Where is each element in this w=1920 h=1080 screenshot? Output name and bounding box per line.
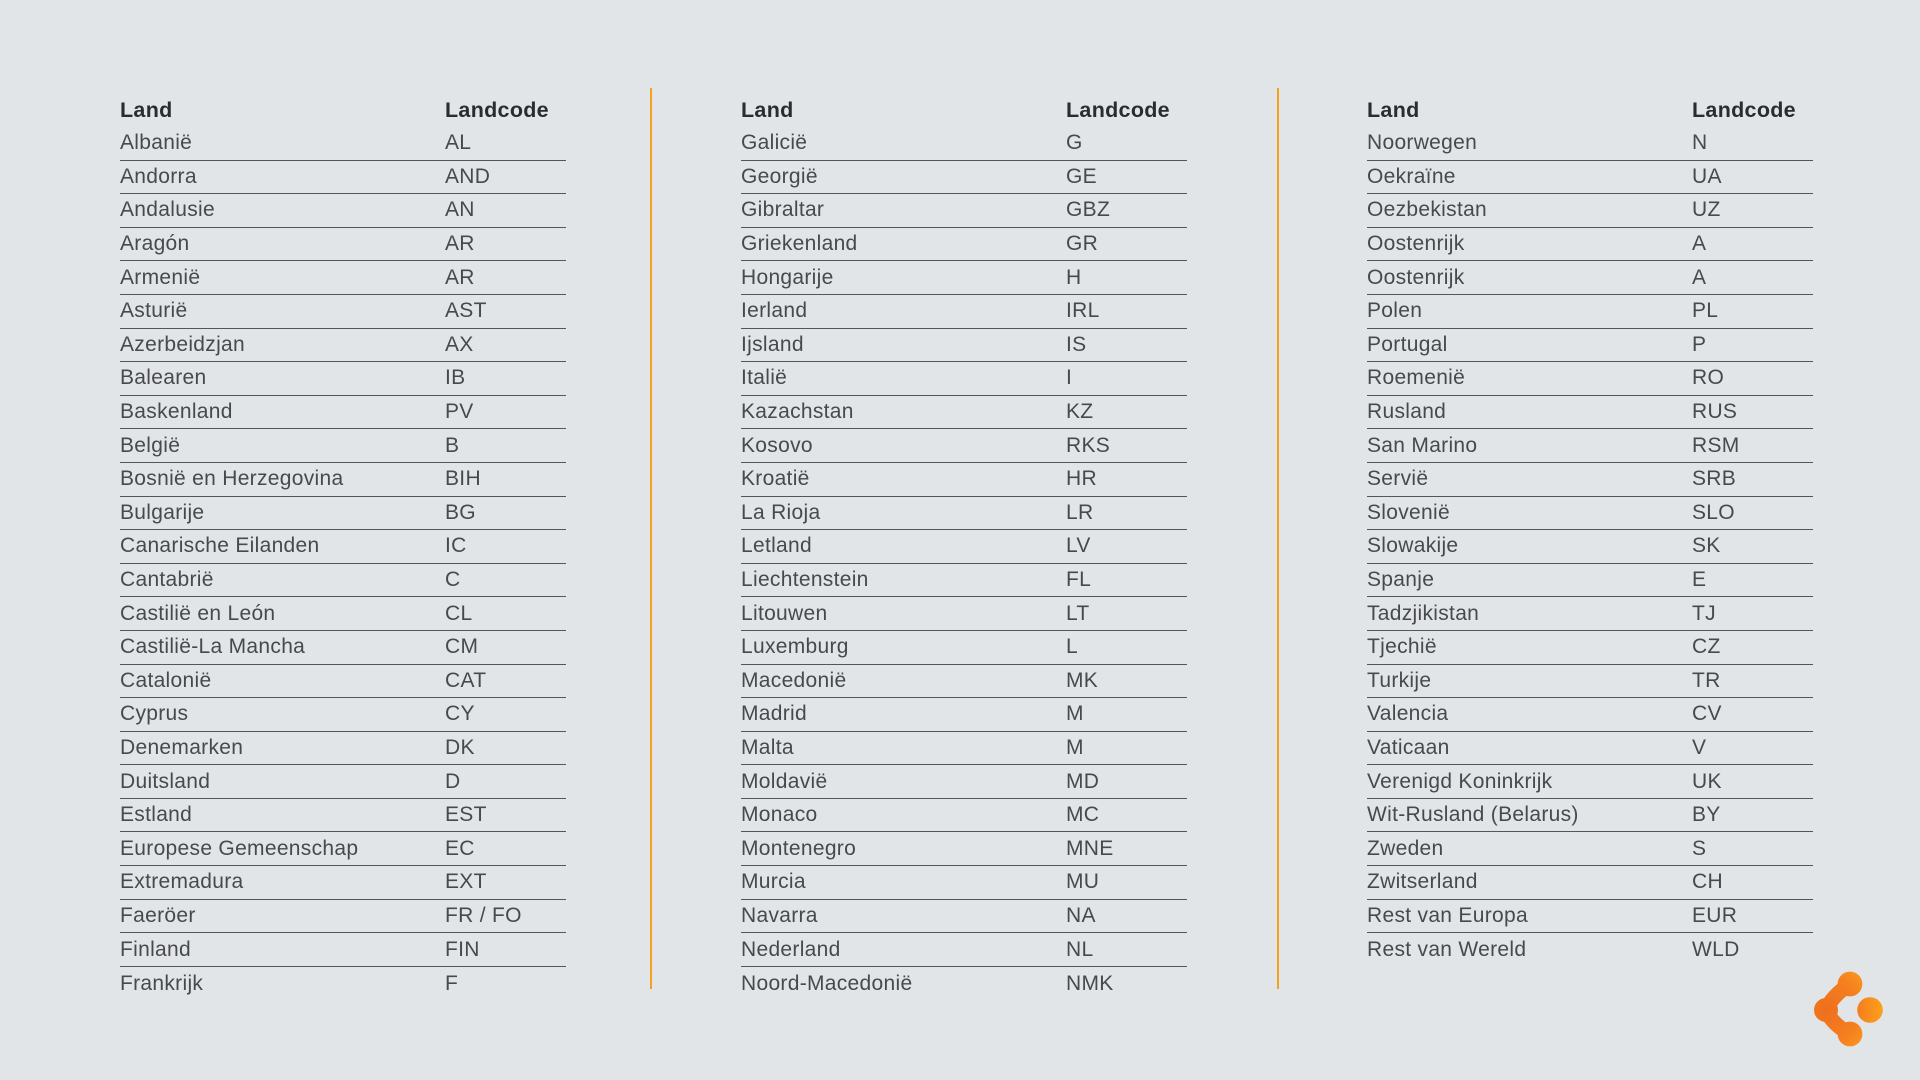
landcode-cell: IB	[445, 366, 466, 390]
table-row	[1367, 261, 1813, 295]
land-cell: Europese Gemeenschap	[120, 836, 359, 860]
table-row	[120, 463, 566, 497]
land-cell: Wit-Rusland (Belarus)	[1367, 803, 1579, 827]
land-cell: Slovenië	[1367, 500, 1450, 524]
land-cell: Ierland	[741, 299, 808, 323]
table-row	[1367, 866, 1813, 900]
landcode-cell: MC	[1066, 803, 1100, 827]
land-cell: Macedonië	[741, 668, 847, 692]
landcode-cell: SLO	[1692, 500, 1735, 524]
landcode-cell: GE	[1066, 164, 1097, 188]
landcode-cell: CH	[1692, 870, 1723, 894]
table-row	[120, 261, 566, 295]
table-row	[1367, 799, 1813, 833]
land-cell: Hongarije	[741, 265, 834, 289]
landcode-cell: F	[445, 971, 459, 995]
table-row	[741, 228, 1187, 262]
land-cell: Servië	[1367, 467, 1429, 491]
header-land: Land	[120, 98, 173, 122]
land-cell: Cyprus	[120, 702, 189, 726]
landcode-cell: LR	[1066, 500, 1094, 524]
land-cell: Castilië en León	[120, 601, 276, 625]
table-row	[741, 799, 1187, 833]
table-row	[120, 698, 566, 732]
table-row	[741, 127, 1187, 161]
landcode-cell: GBZ	[1066, 198, 1111, 222]
land-cell: België	[120, 433, 181, 457]
landcode-cell: DK	[445, 735, 475, 759]
land-cell: Ijsland	[741, 332, 804, 356]
table-rows-3	[1367, 127, 1813, 967]
table-row	[1367, 933, 1813, 967]
table-row	[120, 530, 566, 564]
landcode-cell: MNE	[1066, 836, 1114, 860]
landcode-cell: PL	[1692, 299, 1719, 323]
landcode-cell: UZ	[1692, 198, 1721, 222]
table-row	[120, 429, 566, 463]
land-cell: Tjechië	[1367, 635, 1437, 659]
landcode-cell: RUS	[1692, 400, 1738, 424]
land-cell: Kazachstan	[741, 400, 854, 424]
table-column-1	[120, 94, 566, 1000]
landcode-cell: C	[445, 568, 461, 592]
table-row	[1367, 530, 1813, 564]
landcode-cell: EST	[445, 803, 487, 827]
table-row	[1367, 497, 1813, 531]
landcode-cell: UA	[1692, 164, 1722, 188]
table-row	[1367, 732, 1813, 766]
land-cell: Zweden	[1367, 836, 1444, 860]
table-row	[1367, 597, 1813, 631]
land-cell: Litouwen	[741, 601, 828, 625]
landcode-cell: A	[1692, 232, 1707, 256]
landcode-cell: IC	[445, 534, 467, 558]
landcode-cell: UK	[1692, 769, 1722, 793]
landcode-cell: FL	[1066, 568, 1092, 592]
table-row	[741, 900, 1187, 934]
table-row	[741, 161, 1187, 195]
table-row	[120, 194, 566, 228]
land-cell: Madrid	[741, 702, 807, 726]
table-row	[1367, 698, 1813, 732]
landcode-cell: PV	[445, 400, 474, 424]
landcode-cell: HR	[1066, 467, 1097, 491]
table-row	[1367, 463, 1813, 497]
land-cell: Moldavië	[741, 769, 828, 793]
table-row	[120, 933, 566, 967]
landcode-cell: AND	[445, 164, 491, 188]
land-cell: Nederland	[741, 937, 841, 961]
land-cell: Baskenland	[120, 400, 233, 424]
table-column-3	[1367, 94, 1813, 967]
landcode-cell: MU	[1066, 870, 1100, 894]
table-row	[741, 530, 1187, 564]
land-cell: Portugal	[1367, 332, 1448, 356]
landcode-cell: CM	[445, 635, 479, 659]
table-row	[1367, 429, 1813, 463]
landcode-cell: V	[1692, 735, 1707, 759]
table-row	[741, 967, 1187, 1001]
land-cell: Slowakije	[1367, 534, 1459, 558]
land-cell: Galicië	[741, 131, 808, 155]
landcode-cell: SK	[1692, 534, 1721, 558]
landcode-cell: L	[1066, 635, 1078, 659]
land-cell: Italië	[741, 366, 788, 390]
land-cell: Valencia	[1367, 702, 1449, 726]
land-cell: Armenië	[120, 265, 201, 289]
table-row	[1367, 295, 1813, 329]
land-cell: Tadzjikistan	[1367, 601, 1480, 625]
land-cell: Extremadura	[120, 870, 244, 894]
table-row	[741, 194, 1187, 228]
table-row	[1367, 127, 1813, 161]
land-cell: Finland	[120, 937, 191, 961]
landcode-cell: RSM	[1692, 433, 1740, 457]
table-row	[741, 597, 1187, 631]
land-cell: Letland	[741, 534, 812, 558]
landcode-cell: E	[1692, 568, 1707, 592]
land-cell: Albanië	[120, 131, 193, 155]
landcode-cell: KZ	[1066, 400, 1094, 424]
land-cell: Faeröer	[120, 903, 196, 927]
table-row	[120, 564, 566, 598]
land-cell: Vaticaan	[1367, 735, 1450, 759]
table-row	[741, 631, 1187, 665]
header-landcode: Landcode	[1692, 98, 1796, 122]
landcode-cell: N	[1692, 131, 1708, 155]
landcode-cell: LV	[1066, 534, 1091, 558]
landcode-cell: FIN	[445, 937, 480, 961]
table-row	[741, 866, 1187, 900]
land-cell: Frankrijk	[120, 971, 204, 995]
landcode-cell: FR / FO	[445, 903, 522, 927]
landcode-cell: AL	[445, 131, 472, 155]
table-row	[1367, 396, 1813, 430]
table-row	[120, 329, 566, 363]
table-row	[1367, 228, 1813, 262]
landcode-cell: EC	[445, 836, 475, 860]
table-rows-2	[741, 127, 1187, 1000]
land-cell: Noord-Macedonië	[741, 971, 913, 995]
table-row	[1367, 832, 1813, 866]
land-cell: Spanje	[1367, 568, 1435, 592]
land-cell: Oostenrijk	[1367, 265, 1465, 289]
land-cell: Rest van Europa	[1367, 903, 1528, 927]
landcode-cell: AST	[445, 299, 487, 323]
column-divider-2	[1277, 88, 1279, 989]
landcode-cell: NMK	[1066, 971, 1114, 995]
table-row	[1367, 194, 1813, 228]
landcode-cell: LT	[1066, 601, 1090, 625]
landcode-cell: AN	[445, 198, 475, 222]
land-cell: Georgië	[741, 164, 818, 188]
table-row	[741, 429, 1187, 463]
land-cell: Catalonië	[120, 668, 212, 692]
landcode-cell: CAT	[445, 668, 487, 692]
land-cell: Balearen	[120, 366, 207, 390]
table-row	[1367, 161, 1813, 195]
table-row	[120, 228, 566, 262]
landcode-cell: M	[1066, 735, 1084, 759]
landcode-cell: D	[445, 769, 461, 793]
land-cell: Monaco	[741, 803, 818, 827]
table-row	[120, 161, 566, 195]
landcode-cell: MD	[1066, 769, 1100, 793]
table-rows-1	[120, 127, 566, 1000]
header-landcode: Landcode	[445, 98, 549, 122]
table-row	[741, 329, 1187, 363]
table-row	[1367, 665, 1813, 699]
landcode-cell: EUR	[1692, 903, 1738, 927]
table-row	[120, 631, 566, 665]
landcode-cell: CY	[445, 702, 475, 726]
land-cell: Zwitserland	[1367, 870, 1478, 894]
landcode-cell: AR	[445, 265, 475, 289]
land-cell: Kosovo	[741, 433, 813, 457]
landcode-cell: BIH	[445, 467, 481, 491]
land-cell: Castilië-La Mancha	[120, 635, 306, 659]
landcode-cell: S	[1692, 836, 1707, 860]
table-row	[120, 799, 566, 833]
table-row	[741, 698, 1187, 732]
table-row	[741, 732, 1187, 766]
table-row	[741, 665, 1187, 699]
land-cell: Duitsland	[120, 769, 211, 793]
table-row	[741, 295, 1187, 329]
table-column-2	[741, 94, 1187, 1000]
table-row	[120, 900, 566, 934]
landcode-cell: RKS	[1066, 433, 1111, 457]
table-row	[120, 362, 566, 396]
table-row	[120, 866, 566, 900]
land-cell: Canarische Eilanden	[120, 534, 320, 558]
landcode-cell: MK	[1066, 668, 1099, 692]
column-header	[120, 94, 566, 127]
land-cell: Oezbekistan	[1367, 198, 1488, 222]
land-cell: Gibraltar	[741, 198, 825, 222]
landcode-cell: B	[445, 433, 460, 457]
table-row	[120, 967, 566, 1001]
landcode-cell: WLD	[1692, 938, 1740, 962]
landcode-cell: CL	[445, 601, 473, 625]
landcode-cell: AR	[445, 232, 475, 256]
table-row	[1367, 362, 1813, 396]
land-cell: Montenegro	[741, 836, 857, 860]
landcode-cell: BY	[1692, 803, 1721, 827]
land-cell: Oekraïne	[1367, 164, 1456, 188]
table-row	[1367, 900, 1813, 934]
landcode-cell: IRL	[1066, 299, 1100, 323]
landcode-cell: CV	[1692, 702, 1722, 726]
table-row	[120, 127, 566, 161]
table-row	[741, 832, 1187, 866]
table-row	[741, 765, 1187, 799]
land-cell: Azerbeidzjan	[120, 332, 246, 356]
land-cell: Luxemburg	[741, 635, 849, 659]
land-cell: Andorra	[120, 164, 197, 188]
land-cell: Bulgarije	[120, 500, 205, 524]
land-cell: Liechtenstein	[741, 568, 869, 592]
table-row	[1367, 765, 1813, 799]
landcode-cell: TJ	[1692, 601, 1716, 625]
table-row	[120, 295, 566, 329]
table-row	[741, 463, 1187, 497]
land-cell: Noorwegen	[1367, 131, 1478, 155]
landcode-cell: SRB	[1692, 467, 1737, 491]
land-cell: Denemarken	[120, 735, 244, 759]
land-cell: Aragón	[120, 232, 190, 256]
land-cell: Cantabrië	[120, 568, 214, 592]
landcode-cell: M	[1066, 702, 1084, 726]
landcode-cell: RO	[1692, 366, 1725, 390]
land-cell: La Rioja	[741, 500, 821, 524]
table-row	[120, 597, 566, 631]
table-row	[120, 665, 566, 699]
land-cell: Andalusie	[120, 198, 215, 222]
landcode-cell: H	[1066, 265, 1082, 289]
table-row	[741, 564, 1187, 598]
landcode-cell: BG	[445, 500, 476, 524]
table-row	[1367, 329, 1813, 363]
land-cell: Turkije	[1367, 668, 1432, 692]
table-row	[120, 765, 566, 799]
table-row	[120, 832, 566, 866]
landcode-cell: P	[1692, 332, 1707, 356]
column-header	[741, 94, 1187, 127]
land-cell: Malta	[741, 735, 794, 759]
table-row	[741, 933, 1187, 967]
landcode-cell: TR	[1692, 668, 1721, 692]
land-cell: Rest van Wereld	[1367, 938, 1527, 962]
landcode-cell: G	[1066, 131, 1083, 155]
landcode-cell: I	[1066, 366, 1073, 390]
land-cell: Murcia	[741, 870, 806, 894]
land-cell: Asturië	[120, 299, 188, 323]
table-row	[120, 732, 566, 766]
header-landcode: Landcode	[1066, 98, 1170, 122]
table-row	[741, 396, 1187, 430]
header-land: Land	[741, 98, 794, 122]
land-cell: San Marino	[1367, 433, 1478, 457]
land-cell: Bosnië en Herzegovina	[120, 467, 344, 491]
land-cell: Navarra	[741, 903, 818, 927]
column-header	[1367, 94, 1813, 127]
landcode-cell: NL	[1066, 937, 1094, 961]
table-row	[1367, 564, 1813, 598]
landcode-cell: A	[1692, 265, 1707, 289]
land-cell: Rusland	[1367, 400, 1447, 424]
landcode-cell: EXT	[445, 870, 487, 894]
land-cell: Roemenië	[1367, 366, 1466, 390]
table-row	[741, 497, 1187, 531]
table-row	[1367, 631, 1813, 665]
table-row	[120, 497, 566, 531]
landcode-cell: NA	[1066, 903, 1096, 927]
table-row	[741, 261, 1187, 295]
land-cell: Griekenland	[741, 232, 858, 256]
landcode-cell: GR	[1066, 232, 1099, 256]
header-land: Land	[1367, 98, 1420, 122]
landcode-cell: AX	[445, 332, 474, 356]
land-cell: Estland	[120, 803, 193, 827]
table-row	[120, 396, 566, 430]
table-row	[741, 362, 1187, 396]
landcode-cell: CZ	[1692, 635, 1721, 659]
land-cell: Polen	[1367, 299, 1423, 323]
column-divider-1	[650, 88, 652, 989]
land-cell: Oostenrijk	[1367, 232, 1465, 256]
land-cell: Kroatië	[741, 467, 810, 491]
landcode-cell: IS	[1066, 332, 1087, 356]
orange-network-logo-icon	[1790, 958, 1900, 1068]
land-cell: Verenigd Koninkrijk	[1367, 769, 1553, 793]
